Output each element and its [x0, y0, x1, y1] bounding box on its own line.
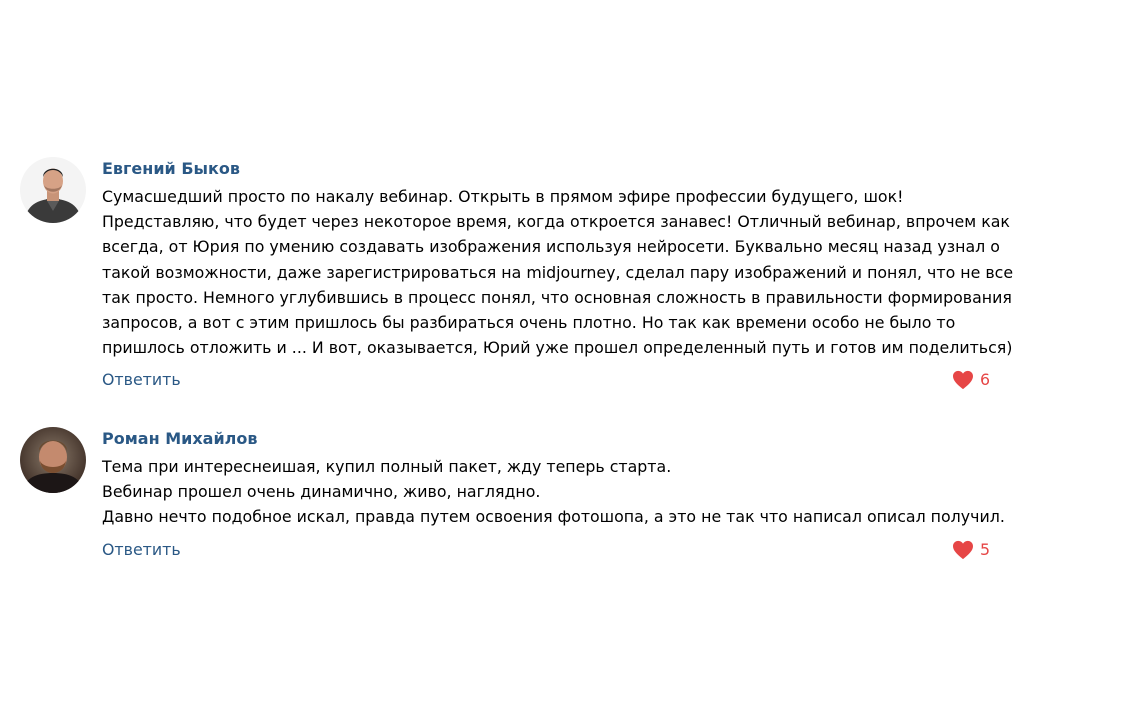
heart-icon [952, 370, 974, 390]
comment-line: запросов, а вот с этим пришлось бы разбираться очень плотно. Но так как времени особо не было то [102, 313, 956, 333]
comment-line: Представляю, что будет через некоторое время, когда откроется занавес! Отличный вебинар, впрочем как [102, 212, 1010, 232]
like-button[interactable] [952, 368, 990, 392]
comment-line: всегда, от Юрия по умению создавать изображения используя нейросети. Буквально месяц назад узнал о [102, 237, 1000, 257]
heart-icon [952, 540, 974, 560]
comment-line: пришлось отложить и ... И вот, оказывается, Юрий уже прошел определенный путь и готов им поделиться) [102, 338, 1013, 358]
comment-line: так просто. Немного углубившись в процесс понял, что основная сложность в правильности формирования [102, 287, 1012, 307]
comment-author[interactable]: Евгений Быков [102, 159, 240, 178]
comment-author[interactable]: Роман Михайлов [102, 429, 258, 448]
avatar[interactable] [20, 157, 86, 223]
like-button[interactable] [952, 538, 990, 562]
like-count: 6 [980, 370, 991, 390]
comment-line: Давно нечто подобное искал, правда путем освоения фотошопа, а это не так что написал описал получил. [102, 507, 1005, 527]
comment-line: Вебинар прошел очень динамично, живо, наглядно. [102, 482, 541, 502]
comment-line: Сумасшедший просто по накалу вебинар. Открыть в прямом эфире профессии будущего, шок! [102, 187, 904, 206]
comment-text [102, 454, 1032, 530]
avatar-photo [20, 157, 86, 223]
avatar[interactable] [20, 427, 86, 493]
comment-line: Тема при интереснеишая, купил полный пакет, жду теперь старта. [102, 457, 672, 476]
comment-footer [102, 538, 1032, 562]
comment-text [102, 184, 1032, 360]
comment-footer [102, 368, 1032, 392]
reply-link[interactable]: Ответить [102, 539, 181, 559]
comment-line: такой возможности, даже зарегистрироваться на midjourney, сделал пару изображений и понял, что не все [102, 262, 1014, 282]
avatar-photo [20, 427, 86, 493]
reply-link[interactable]: Ответить [102, 370, 181, 390]
like-count: 5 [980, 539, 991, 559]
